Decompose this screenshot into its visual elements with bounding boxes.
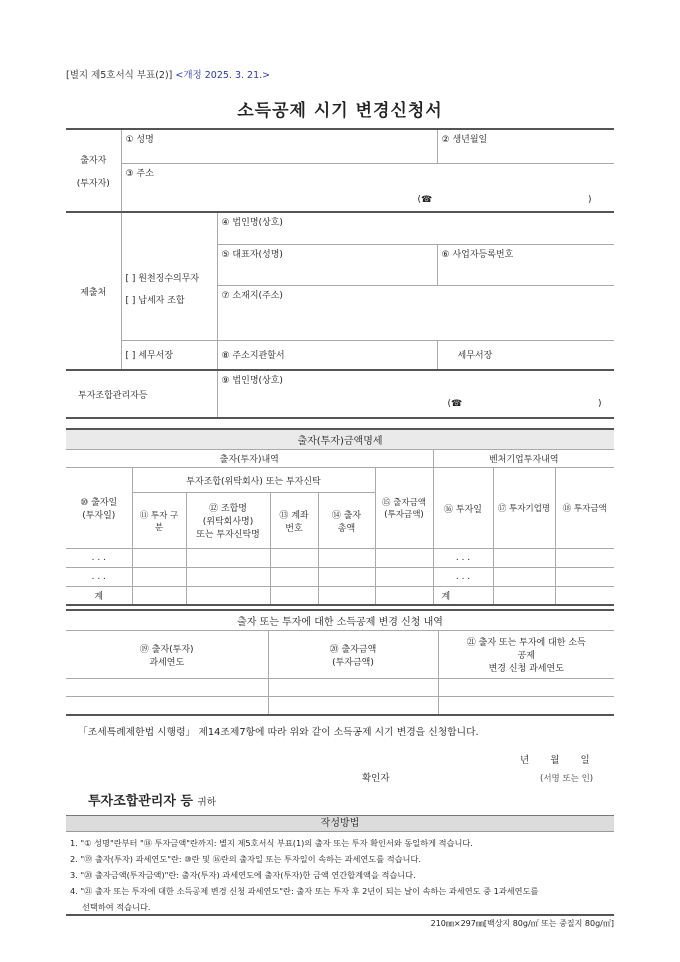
cell[interactable] [270,568,318,587]
total-row [66,587,614,606]
cell[interactable] [270,549,318,568]
col-invest-type: ⑪ 투자 구분 [132,493,186,549]
application-statement: 「조세특례제한법 시행령」 제14조제7항에 따라 위와 같이 소득공제 시기 변경을 신청합니다. [78,727,479,738]
submitter-options [121,212,217,340]
instruction-item-cont: 선택하여 적습니다. [82,902,151,912]
date-month[interactable]: 월 [550,755,560,766]
cell[interactable] [186,549,270,568]
date-input[interactable]: . . . [66,568,132,587]
col-amount: ⑮ 출자금액 (투자금액) [375,468,433,549]
form-reference [66,67,270,81]
instruction-item: 1. "① 성명"란부터 "⑱ 투자금액"란까지: 별지 제5호서식 부표(1)의 출자 또는 투자 확인서와 동일하게 적습니다. [70,838,473,848]
cell[interactable] [555,587,614,606]
col-invest-amount: ⑳ 출자금액 (투자금액) [268,631,438,679]
cell[interactable] [186,587,270,606]
date-line [520,752,590,766]
amount-table-title: 출자(투자)금액명세 [66,429,614,450]
col-venture-amount: ⑱ 투자금액 [555,468,614,549]
cell[interactable] [318,568,375,587]
venture-total-label: 계 [433,587,493,606]
tax-office-suffix: 세무서장 [437,340,614,370]
manager-corp-field[interactable]: ⑨ 법인명(상호) (☎ ) [217,370,614,418]
instruction-item: 3. "⑳ 출자금액(투자금액)"란: 출자(투자) 과세연도에 출자(투자)한 금액 연간합계액을 적습니다. [70,870,416,880]
col-change-year: ㉑ 출자 또는 투자에 대한 소득 공제 변경 신청 과세연도 [438,631,614,679]
date-input[interactable]: . . . [66,549,132,568]
cell[interactable] [268,679,438,697]
form-number: [별지 제5호서식 부표(2)] [66,70,173,81]
col-tax-year: ⑲ 출자(투자) 과세연도 [66,631,268,679]
addressee-suffix: 귀하 [197,797,216,808]
instructions-title: 작성방법 [66,815,614,832]
page-title: 소득공제 시기 변경신청서 [237,101,443,121]
table-row [66,679,614,697]
instruction-item: 2. "⑲ 출자(투자) 과세연도"란: ⑩란 및 ⑯란의 출자일 또는 투자일이 속하는 과세연도를 적습니다. [70,854,421,864]
manager-phone-field[interactable]: (☎ ) [447,399,602,409]
table-row [66,697,614,715]
union-subgroup-header: 투자조합(위탁회사) 또는 투자신탁 [132,468,375,493]
venture-date-input[interactable]: . . . [433,549,493,568]
total-label: 계 [66,587,132,606]
cell[interactable] [555,568,614,587]
cell[interactable] [493,549,555,568]
union-checkbox[interactable]: [ ] 납세자 조합 [125,296,185,307]
withholding-checkbox[interactable]: [ ] 원천징수의무자 [125,274,200,285]
birth-field[interactable]: ② 생년월일 [437,129,614,163]
cell[interactable] [493,587,555,606]
cell[interactable] [318,549,375,568]
confirmer-label: 확인자 [362,773,390,784]
footer-divider [66,914,614,916]
instructions-list [70,835,614,915]
address-field[interactable]: ③ 주소 (☎ ) [121,163,614,212]
venture-date-input[interactable]: . . . [433,568,493,587]
manager-label: 투자조합관리자등 [66,370,217,418]
cell[interactable] [318,587,375,606]
col-venture-company: ⑰ 투자기업명 [493,468,555,549]
corp-name-field[interactable]: ④ 법인명(상호) [217,212,614,244]
paper-spec: 210㎜×297㎜[백상지 80g/㎡ 또는 중질지 80g/㎡] [430,919,614,928]
col-date: ⑩ 출자일 (투자일) [66,468,132,549]
col-total: ⑭ 출자 총액 [318,493,375,549]
cell[interactable] [493,568,555,587]
cell[interactable] [555,549,614,568]
jurisdiction-field[interactable]: ⑧ 주소지관할서 [217,340,437,370]
venture-group-header: 벤처기업투자내역 [433,450,614,468]
cell[interactable] [438,679,614,697]
cell[interactable] [66,697,268,715]
cell[interactable] [186,568,270,587]
cell[interactable] [375,568,433,587]
signature-note[interactable]: (서명 또는 인) [540,774,594,784]
table-row [66,568,614,587]
cell[interactable] [438,697,614,715]
table-row [66,549,614,568]
cell[interactable] [132,587,186,606]
date-year[interactable]: 년 [520,755,530,766]
col-venture-date: ⑯ 투자일 [433,468,493,549]
addressee [88,790,216,809]
date-day[interactable]: 일 [580,755,590,766]
cell[interactable] [375,587,433,606]
col-account: ⑬ 계좌 번호 [270,493,318,549]
phone-field[interactable]: (☎ ) [417,194,592,205]
submitter-label: 제출처 [66,212,121,370]
location-field[interactable]: ⑦ 소재지(주소) [217,285,614,340]
instruction-item: 4. "㉑ 출자 또는 투자에 대한 소득공제 변경 신청 과세연도"란: 출자 또는 투자 후 2년이 되는 날이 속하는 과세연도 중 1과세연도를 [70,886,539,896]
change-request-table [66,609,614,716]
amount-table [66,428,614,606]
change-table-title: 출자 또는 투자에 대한 소득공제 변경 신청 내역 [66,610,614,631]
cell[interactable] [66,679,268,697]
investor-label: 출자자 (투자자) [66,129,121,212]
revision-date: <개정 2025. 3. 21.> [175,70,271,81]
cell[interactable] [270,587,318,606]
tax-office-checkbox[interactable]: [ ] 세무서장 [121,340,217,370]
cell[interactable] [132,549,186,568]
cell[interactable] [132,568,186,587]
business-number-field[interactable]: ⑥ 사업자등록번호 [437,244,614,285]
representative-field[interactable]: ⑤ 대표자(성명) [217,244,437,285]
invest-group-header: 출자(투자)내역 [66,450,433,468]
cell[interactable] [268,697,438,715]
addressee-name: 투자조합관리자 등 [88,794,193,809]
cell[interactable] [375,549,433,568]
applicant-table [66,128,614,419]
name-field[interactable]: ① 성명 [121,129,437,163]
col-union-name: ⑫ 조합명 (위탁회사명) 또는 투자신탁명 [186,493,270,549]
